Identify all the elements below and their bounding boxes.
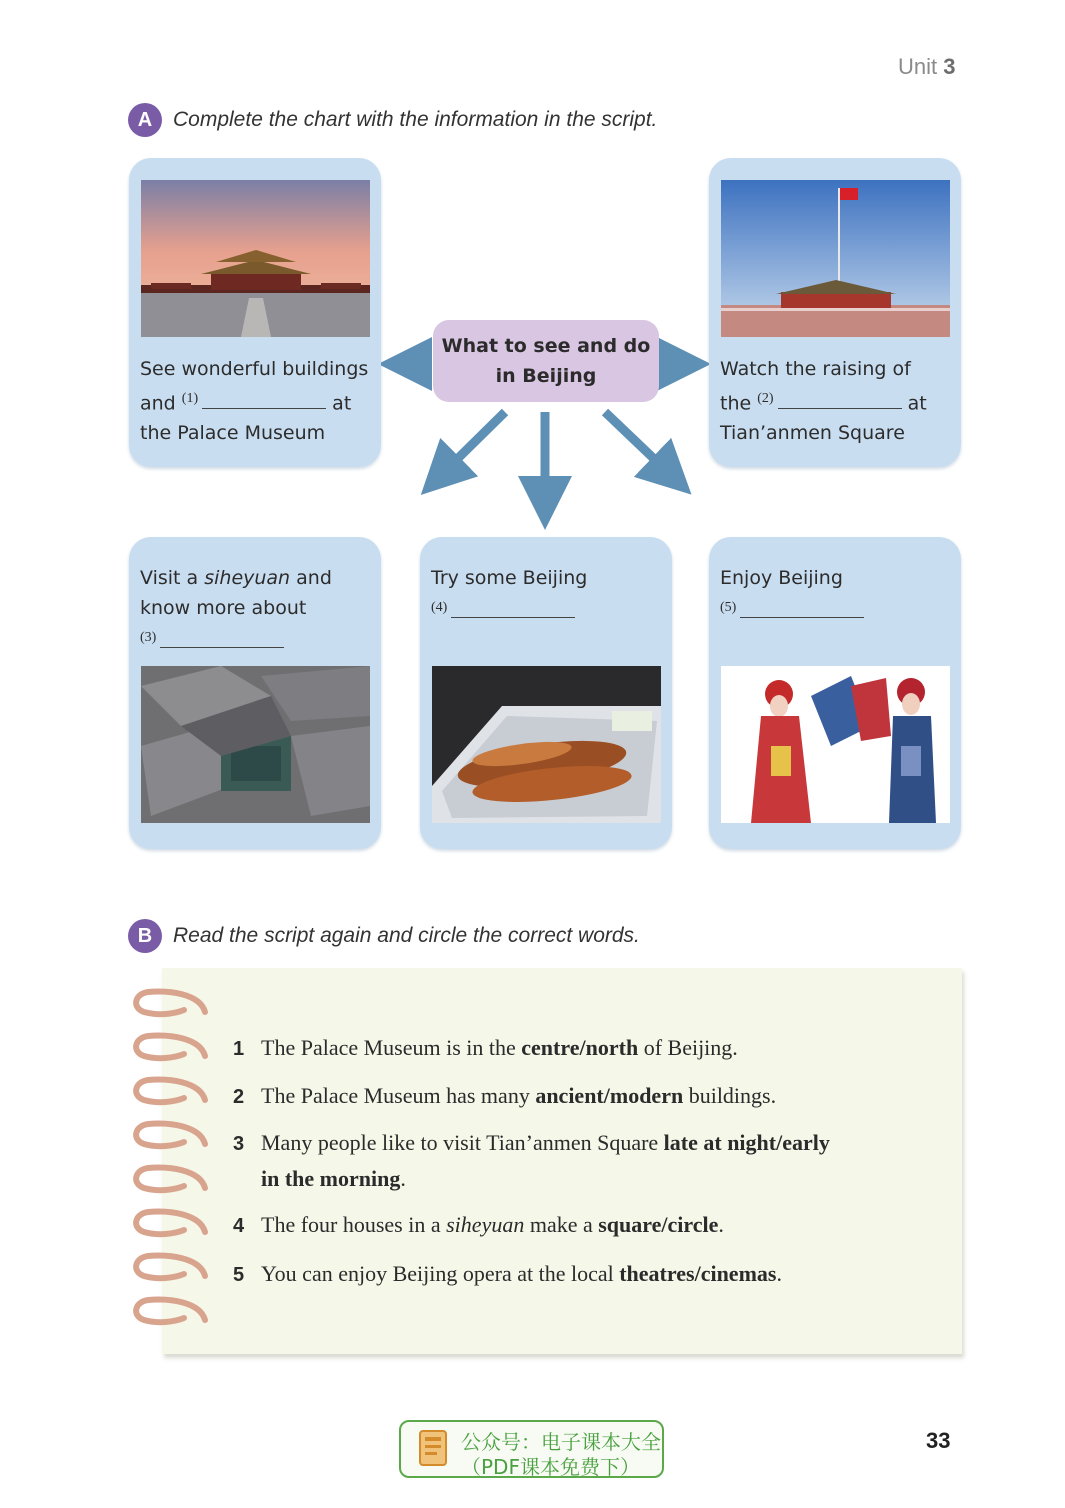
flag-card-text [720, 354, 953, 448]
siheyuan-card-text [140, 563, 373, 657]
book-icon [417, 1428, 453, 1472]
spiral-ring-icon [130, 1252, 208, 1282]
item-text: make a [524, 1212, 599, 1237]
siheyuan-photo [141, 666, 370, 823]
item-choice[interactable]: square/circle [598, 1212, 719, 1237]
duck-line-2 [431, 593, 664, 627]
item-text: The four houses in a [261, 1212, 447, 1237]
list-item [233, 1083, 776, 1109]
answer-blank-4[interactable] [451, 599, 575, 618]
section-b-instruction: Read the script again and circle the correct words. [173, 924, 640, 947]
item-choice[interactable]: late at night/early [663, 1130, 830, 1155]
blank-number-5: (5) [720, 600, 737, 615]
palace-line-2 [140, 384, 373, 418]
page-number: 33 [926, 1428, 951, 1453]
opera-line-1: Enjoy Beijing [720, 567, 843, 589]
unit-prefix: Unit [898, 54, 938, 79]
palace-museum-photo [141, 180, 370, 337]
tiananmen-photo [721, 180, 950, 337]
item-number: 2 [233, 1086, 245, 1108]
spiral-ring-icon [130, 1120, 208, 1150]
answer-blank-5[interactable] [740, 599, 864, 618]
siheyuan-line-1 [140, 563, 373, 593]
duck-line-1: Try some Beijing [431, 567, 588, 589]
item-number: 4 [233, 1215, 245, 1237]
duck-card-text [431, 563, 664, 627]
card-siheyuan [129, 537, 381, 849]
item-text: You can enjoy Beijing opera at the local [261, 1261, 620, 1286]
roast-duck-photo [432, 666, 661, 823]
item-number: 5 [233, 1264, 245, 1286]
list-item [233, 1261, 782, 1287]
unit-number: 3 [943, 54, 956, 79]
item-text: buildings. [683, 1083, 777, 1108]
palace-card-text [140, 354, 373, 448]
center-topic-box [433, 320, 659, 402]
list-item-continuation [261, 1166, 406, 1192]
answer-blank-1[interactable] [202, 390, 326, 409]
card-flag-raising [709, 158, 961, 467]
beijing-opera-photo [721, 666, 950, 823]
flag-line2-post: at [907, 392, 927, 415]
watermark-line-1: 公众号：电子课本大全 [461, 1430, 661, 1454]
spiral-ring-icon [130, 1032, 208, 1062]
flag-line2-pre: the [720, 392, 752, 415]
item-text: The Palace Museum is in the [261, 1035, 522, 1060]
card-palace-museum [129, 158, 381, 467]
section-a-badge: A [128, 103, 162, 137]
spiral-ring-icon [130, 1296, 208, 1326]
item-choice[interactable]: theatres/cinemas [619, 1261, 777, 1286]
spiral-ring-icon [130, 1076, 208, 1106]
spiral-ring-icon [130, 1164, 208, 1194]
watermark-line-2: （PDF课本免费下） [461, 1455, 640, 1479]
item-choice[interactable]: centre/north [521, 1035, 639, 1060]
flag-line-2 [720, 384, 953, 418]
list-item [233, 1035, 738, 1061]
opera-line-2 [720, 593, 953, 627]
palace-line2-pre: and [140, 392, 176, 415]
item-choice[interactable]: ancient/modern [535, 1083, 684, 1108]
flag-line-3: Tian’anmen Square [720, 422, 905, 445]
list-item [233, 1130, 830, 1156]
item-text: The Palace Museum has many [261, 1083, 536, 1108]
center-line-2: in Beijing [495, 365, 597, 387]
blank-number-4: (4) [431, 600, 448, 615]
palace-line2-post: at [332, 392, 352, 415]
spiral-ring-icon [130, 1208, 208, 1238]
section-a-instruction: Complete the chart with the information in the script. [173, 108, 658, 131]
item-number: 1 [233, 1038, 245, 1060]
answer-blank-2[interactable] [778, 390, 902, 409]
item-text: of Beijing. [638, 1035, 738, 1060]
opera-card-text [720, 563, 953, 627]
answer-blank-3[interactable] [160, 629, 284, 648]
siheyuan-line-2: know more about [140, 597, 307, 619]
flag-line-1: Watch the raising of [720, 358, 911, 380]
blank-number-2: (2) [757, 391, 774, 406]
section-b-badge: B [128, 919, 162, 953]
palace-line-3: the Palace Museum [140, 422, 326, 445]
spiral-ring-icon [130, 988, 208, 1018]
list-item [233, 1212, 724, 1238]
siheyuan-post: and [296, 567, 332, 589]
item-text: . [718, 1212, 724, 1237]
arrow-down-left [440, 412, 505, 476]
notebook-panel [162, 968, 962, 1354]
item-text: . [776, 1261, 782, 1286]
siheyuan-pre: Visit a [140, 567, 199, 589]
item-text: Many people like to visit Tian’anmen Square [261, 1130, 664, 1155]
palace-line-1: See wonderful buildings [140, 358, 369, 380]
blank-number-1: (1) [181, 391, 199, 406]
item-text: . [400, 1166, 406, 1191]
card-beijing-opera [709, 537, 961, 849]
siheyuan-italic: siheyuan [204, 567, 291, 589]
item-italic: siheyuan [446, 1212, 525, 1237]
item-choice[interactable]: in the morning [261, 1166, 401, 1191]
siheyuan-line-3 [140, 623, 373, 657]
item-number: 3 [233, 1133, 245, 1155]
card-roast-duck [420, 537, 672, 849]
arrow-down-right [605, 412, 672, 476]
blank-number-3: (3) [140, 630, 157, 645]
watermark-badge [399, 1420, 664, 1478]
center-line-1: What to see and do [441, 335, 651, 357]
